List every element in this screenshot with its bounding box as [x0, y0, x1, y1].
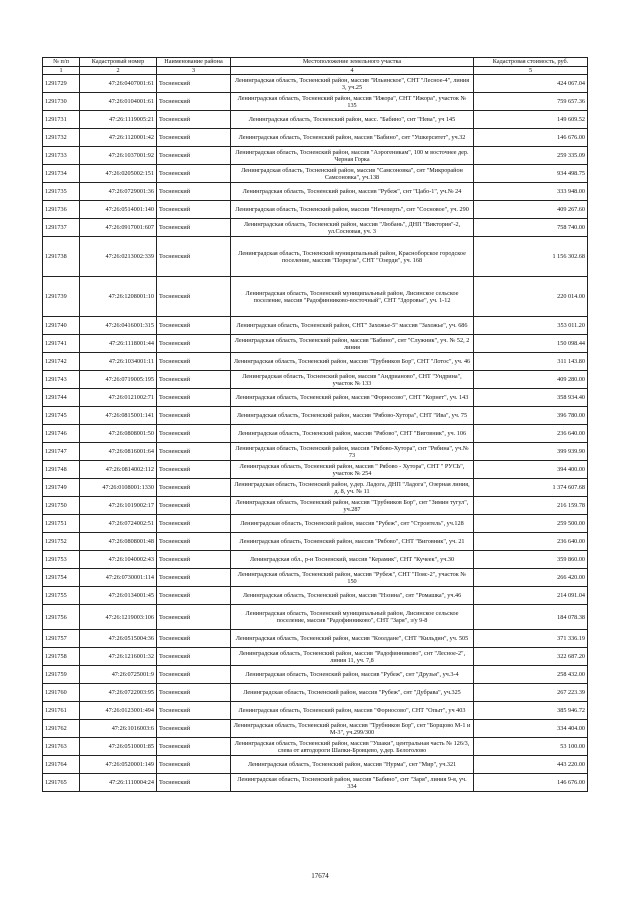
row-number: 1291765	[43, 774, 80, 792]
row-number: 1291764	[43, 756, 80, 774]
table-row	[43, 407, 588, 425]
table-body	[43, 75, 588, 792]
land-plot-location: Ленинградская область, Тосненский район, массив "Самсоновка", снт "Микрорайон Самсоновка", уч.138	[231, 165, 474, 183]
cadastral-value: 150 098.44	[474, 335, 588, 353]
cadastral-value: 258 432.00	[474, 666, 588, 684]
district-name: Тосненский	[157, 443, 231, 461]
header-location: Местоположение земельного участка	[231, 58, 474, 67]
table-row	[43, 389, 588, 407]
cadastral-value: 394 400.00	[474, 461, 588, 479]
cadastral-value: 385 946.72	[474, 702, 588, 720]
cadastral-value: 322 687.20	[474, 648, 588, 666]
district-name: Тосненский	[157, 551, 231, 569]
row-number: 1291754	[43, 569, 80, 587]
cadastral-number: 47:26:0520001:149	[80, 756, 157, 774]
row-number: 1291763	[43, 738, 80, 756]
table-row	[43, 738, 588, 756]
row-number: 1291737	[43, 219, 80, 237]
land-plot-location: Ленинградская область, Тосненский район, массив " Рябово - Хутора", СНТ " РУСЬ", участок № 254	[231, 461, 474, 479]
cadastral-number: 47:26:0134001:45	[80, 587, 157, 605]
district-name: Тосненский	[157, 702, 231, 720]
header-number: № п/п	[43, 58, 80, 67]
district-name: Тосненский	[157, 353, 231, 371]
cadastral-value: 358 934.40	[474, 389, 588, 407]
row-number: 1291762	[43, 720, 80, 738]
row-number: 1291731	[43, 111, 80, 129]
land-plot-location: Ленинградская область, Тосненский район, массив "Рубеж", снт "Строитель", уч.128	[231, 515, 474, 533]
row-number: 1291735	[43, 183, 80, 201]
land-plot-location: Ленинградская обл., р-н Тосненский, массив "Керамик", СНТ "Кучеек", уч.30	[231, 551, 474, 569]
district-name: Тосненский	[157, 425, 231, 443]
cadastral-number: 47:26:1019002:17	[80, 497, 157, 515]
cadastral-value: 220 014.00	[474, 277, 588, 317]
row-number: 1291732	[43, 129, 80, 147]
district-name: Тосненский	[157, 738, 231, 756]
district-name: Тосненский	[157, 684, 231, 702]
district-name: Тосненский	[157, 479, 231, 497]
cadastral-value: 934 498.75	[474, 165, 588, 183]
cadastral-value: 443 220.00	[474, 756, 588, 774]
cadastral-number: 47:26:1119005:21	[80, 111, 157, 129]
page-number: 17674	[311, 872, 329, 880]
district-name: Тосненский	[157, 111, 231, 129]
cadastral-value: 53 100.00	[474, 738, 588, 756]
land-plot-location: Ленинградская область, Тосненский муниципальный район, Лисинское сельское поселение, массив "Радофинниково", СНТ "Заря", з/у 9-8	[231, 605, 474, 630]
cadastral-value: 333 948.00	[474, 183, 588, 201]
land-plot-location: Ленинградская область, Тосненский район, массив "Рябово-Хутора", СНТ "Ива", уч. 75	[231, 407, 474, 425]
header-district: Наименование района	[157, 58, 231, 67]
row-number: 1291734	[43, 165, 80, 183]
cadastral-value: 399 939.90	[474, 443, 588, 461]
row-number: 1291751	[43, 515, 80, 533]
table-row	[43, 630, 588, 648]
table-row	[43, 684, 588, 702]
row-number: 1291744	[43, 389, 80, 407]
row-number: 1291761	[43, 702, 80, 720]
row-number: 1291755	[43, 587, 80, 605]
table-row	[43, 335, 588, 353]
land-plot-location: Ленинградская область, Тосненский район, массив "Ижора", СНТ "Ижора", участок № 135	[231, 93, 474, 111]
row-number: 1291730	[43, 93, 80, 111]
cadastral-number: 47:26:0814002:112	[80, 461, 157, 479]
district-name: Тосненский	[157, 630, 231, 648]
cadastral-number: 47:26:0510001:85	[80, 738, 157, 756]
cadastral-number: 47:26:0108001:1330	[80, 479, 157, 497]
cadastral-table-container	[42, 57, 587, 792]
land-plot-location: Ленинградская область, Тосненский район, массив "Нэзина", снт "Ромашка", уч.46	[231, 587, 474, 605]
table-row	[43, 93, 588, 111]
land-plot-location: Ленинградская область, Тосненский район, массив "Андрианово", СНТ "Ундрина", участок № 133	[231, 371, 474, 389]
cadastral-number: 47:26:0725001:9	[80, 666, 157, 684]
cadastral-number: 47:26:0722003:95	[80, 684, 157, 702]
cadastral-value: 396 780.00	[474, 407, 588, 425]
cadastral-value: 267 223.39	[474, 684, 588, 702]
district-name: Тосненский	[157, 497, 231, 515]
cadastral-number: 47:26:0724002:51	[80, 515, 157, 533]
cadastral-number: 47:26:0729001:36	[80, 183, 157, 201]
table-row	[43, 756, 588, 774]
cadastral-value: 236 640.00	[474, 425, 588, 443]
land-plot-location: Ленинградская область, Тосненский район, массив "Трубников Бор", снт "Борщово М-1 и М-3", уч.299/300	[231, 720, 474, 738]
cadastral-value: 146 676.00	[474, 129, 588, 147]
district-name: Тосненский	[157, 75, 231, 93]
district-name: Тосненский	[157, 533, 231, 551]
cadastral-number: 47:26:0407001:61	[80, 75, 157, 93]
cadastral-value: 334 404.00	[474, 720, 588, 738]
cadastral-value: 146 676.00	[474, 774, 588, 792]
land-plot-location: Ленинградская область, Тосненский район, массив "Рябово", СНТ "Виговник", уч. 106	[231, 425, 474, 443]
row-number: 1291757	[43, 630, 80, 648]
table-row	[43, 317, 588, 335]
district-name: Тосненский	[157, 371, 231, 389]
table-row	[43, 75, 588, 93]
column-number: 1	[43, 67, 80, 75]
district-name: Тосненский	[157, 93, 231, 111]
cadastral-number: 47:26:1016003:6	[80, 720, 157, 738]
table-row	[43, 165, 588, 183]
table-row	[43, 774, 588, 792]
table-row	[43, 720, 588, 738]
column-number: 5	[474, 67, 588, 75]
district-name: Тосненский	[157, 389, 231, 407]
land-plot-location: Ленинградская область, Тосненский район, массив "Радофинниково", снт "Лесное-2", линия 11, уч. 7,8	[231, 648, 474, 666]
district-name: Тосненский	[157, 605, 231, 630]
district-name: Тосненский	[157, 587, 231, 605]
district-name: Тосненский	[157, 461, 231, 479]
land-plot-location: Ленинградская область, Тосненский район, массив "Рябово-Хутора", снт "Рябина", уч.№ 73	[231, 443, 474, 461]
row-number: 1291742	[43, 353, 80, 371]
cadastral-value: 1 374 607.68	[474, 479, 588, 497]
land-plot-location: Ленинградская область, Тосненский район, масс. "Бабино", снт "Нева", уч 145	[231, 111, 474, 129]
district-name: Тосненский	[157, 648, 231, 666]
land-plot-location: Ленинградская область, Тосненский район, массив "Любань", ДНП "Виктория"-2, ул.Сосновая, уч. 3	[231, 219, 474, 237]
table-row	[43, 461, 588, 479]
cadastral-value: 259 335.09	[474, 147, 588, 165]
table-row	[43, 183, 588, 201]
cadastral-value: 424 067.04	[474, 75, 588, 93]
district-name: Тосненский	[157, 183, 231, 201]
land-plot-location: Ленинградская область, Тосненский район, массив "Трубников Бор", снт "Зимин тугул", уч.287	[231, 497, 474, 515]
cadastral-number: 47:26:1120001:42	[80, 129, 157, 147]
cadastral-number: 47:26:1034001:11	[80, 353, 157, 371]
cadastral-value: 311 143.80	[474, 353, 588, 371]
table-row	[43, 129, 588, 147]
land-plot-location: Ленинградская область, Тосненский район, СНТ" Захожье-5" массив "Захожье", уч. 686	[231, 317, 474, 335]
land-plot-location: Ленинградская область, Тосненский район, массив "Ильинское", СНТ "Лесное-4", линия 3, уч.25	[231, 75, 474, 93]
district-name: Тосненский	[157, 774, 231, 792]
land-plot-location: Ленинградская область, Тосненский район, массив "Нурма", снт "Мир", уч.321	[231, 756, 474, 774]
district-name: Тосненский	[157, 201, 231, 219]
row-number: 1291739	[43, 277, 80, 317]
table-row	[43, 353, 588, 371]
cadastral-number: 47:26:1037001:92	[80, 147, 157, 165]
table-row	[43, 371, 588, 389]
cadastral-number: 47:26:1110004:24	[80, 774, 157, 792]
table-row	[43, 666, 588, 684]
cadastral-number: 47:26:0416001:315	[80, 317, 157, 335]
district-name: Тосненский	[157, 237, 231, 277]
land-plot-location: Ленинградская область, Тосненский район, массив "Бабино", снт "Заря", линия 9-я, уч. 334	[231, 774, 474, 792]
row-number: 1291760	[43, 684, 80, 702]
district-name: Тосненский	[157, 569, 231, 587]
row-number: 1291746	[43, 425, 80, 443]
table-row	[43, 111, 588, 129]
land-plot-location: Ленинградская область, Тосненский район, массив "Нечеперть", снт "Сосновое", уч. 290	[231, 201, 474, 219]
cadastral-number: 47:26:0104001:61	[80, 93, 157, 111]
cadastral-number: 47:26:0121002:71	[80, 389, 157, 407]
cadastral-number: 47:26:1118001:44	[80, 335, 157, 353]
header-row	[43, 58, 588, 67]
column-number-row	[43, 67, 588, 75]
cadastral-number: 47:26:0123001:494	[80, 702, 157, 720]
cadastral-number: 47:26:0213002:339	[80, 237, 157, 277]
cadastral-value: 359 860.00	[474, 551, 588, 569]
cadastral-value: 214 091.04	[474, 587, 588, 605]
row-number: 1291738	[43, 237, 80, 277]
column-number: 3	[157, 67, 231, 75]
row-number: 1291740	[43, 317, 80, 335]
table-row	[43, 147, 588, 165]
table-row	[43, 515, 588, 533]
cadastral-number: 47:26:0205002:151	[80, 165, 157, 183]
cadastral-value: 353 011.20	[474, 317, 588, 335]
row-number: 1291752	[43, 533, 80, 551]
cadastral-value: 184 078.38	[474, 605, 588, 630]
cadastral-number: 47:26:0808001:50	[80, 425, 157, 443]
district-name: Тосненский	[157, 219, 231, 237]
cadastral-number: 47:26:0808001:48	[80, 533, 157, 551]
land-plot-location: Ленинградская область, Тосненский район, у.дер. Ладога, ДНП "Ладога", Озерная линия, д. 8, уч. № 11	[231, 479, 474, 497]
row-number: 1291749	[43, 479, 80, 497]
cadastral-number: 47:26:0730001:114	[80, 569, 157, 587]
table-row	[43, 702, 588, 720]
land-plot-location: Ленинградская область, Тосненский район, массив "Форносово", СНТ "Опыт", уч 403	[231, 702, 474, 720]
land-plot-location: Ленинградская область, Тосненский район, массив "Рубеж", СНТ "Пояс-2", участок № 150	[231, 569, 474, 587]
table-row	[43, 605, 588, 630]
cadastral-number: 47:26:0917001:607	[80, 219, 157, 237]
district-name: Тосненский	[157, 756, 231, 774]
cadastral-number: 47:26:0515004:36	[80, 630, 157, 648]
cadastral-number: 47:26:0816001:64	[80, 443, 157, 461]
cadastral-number: 47:26:1216001:32	[80, 648, 157, 666]
land-plot-location: Ленинградская область, Тосненский район, массив "Коолдане", СНТ "Кильдин", уч. 505	[231, 630, 474, 648]
cadastral-value: 371 336.19	[474, 630, 588, 648]
row-number: 1291750	[43, 497, 80, 515]
row-number: 1291756	[43, 605, 80, 630]
land-plot-location: Ленинградская область, Тосненский район, массив "Бабино", снт "Служник", уч. № 52, 2 линия	[231, 335, 474, 353]
cadastral-value: 409 280.00	[474, 371, 588, 389]
table-row	[43, 551, 588, 569]
cadastral-number: 47:26:0815001:141	[80, 407, 157, 425]
land-plot-location: Ленинградская область, Тосненский район, массив "Рубеж", снт "Дубрава", уч.325	[231, 684, 474, 702]
cadastral-number: 47:26:0719005:195	[80, 371, 157, 389]
table-row	[43, 533, 588, 551]
table-row	[43, 497, 588, 515]
cadastral-value: 266 420.00	[474, 569, 588, 587]
cadastral-value: 758 740.00	[474, 219, 588, 237]
land-plot-location: Ленинградская область, Тосненский район, массив "Трубников Бор", СНТ "Лотос", уч. 46	[231, 353, 474, 371]
cadastral-number: 47:26:0514001:140	[80, 201, 157, 219]
row-number: 1291748	[43, 461, 80, 479]
cadastral-value-table	[42, 57, 588, 792]
district-name: Тосненский	[157, 129, 231, 147]
district-name: Тосненский	[157, 407, 231, 425]
district-name: Тосненский	[157, 165, 231, 183]
cadastral-number: 47:26:1040002:43	[80, 551, 157, 569]
row-number: 1291753	[43, 551, 80, 569]
row-number: 1291759	[43, 666, 80, 684]
land-plot-location: Ленинградская область, Тосненский район, массив "Рябово", СНТ "Виговник", уч. 21	[231, 533, 474, 551]
row-number: 1291729	[43, 75, 80, 93]
row-number: 1291758	[43, 648, 80, 666]
table-row	[43, 648, 588, 666]
table-row	[43, 443, 588, 461]
table-row	[43, 201, 588, 219]
district-name: Тосненский	[157, 335, 231, 353]
cadastral-number: 47:26:1219003:106	[80, 605, 157, 630]
district-name: Тосненский	[157, 277, 231, 317]
land-plot-location: Ленинградская область, Тосненский район, массив "Бабино", снт "Ушкерситет", уч.32	[231, 129, 474, 147]
land-plot-location: Ленинградская область, Тосненский район, массив "Форносово", СНТ "Корнет", уч. 143	[231, 389, 474, 407]
cadastral-value: 216 159.78	[474, 497, 588, 515]
land-plot-location: Ленинградская область, Тосненский муниципальный район, Лисинское сельское поселение, массив "Радофинниково-восточный", СНТ "Здоровье", уч. 1-12	[231, 277, 474, 317]
table-row	[43, 237, 588, 277]
district-name: Тосненский	[157, 147, 231, 165]
row-number: 1291733	[43, 147, 80, 165]
row-number: 1291736	[43, 201, 80, 219]
table-row	[43, 587, 588, 605]
table-row	[43, 569, 588, 587]
row-number: 1291747	[43, 443, 80, 461]
cadastral-value: 259 500.00	[474, 515, 588, 533]
header-value: Кадастровая стоимость, руб.	[474, 58, 588, 67]
cadastral-value: 149 609.52	[474, 111, 588, 129]
cadastral-value: 759 657.36	[474, 93, 588, 111]
cadastral-value: 409 267.60	[474, 201, 588, 219]
header-cadastral-number: Кадастровый номер	[80, 58, 157, 67]
district-name: Тосненский	[157, 317, 231, 335]
row-number: 1291743	[43, 371, 80, 389]
column-number: 2	[80, 67, 157, 75]
table-row	[43, 479, 588, 497]
land-plot-location: Ленинградская область, Тосненский район, массив "Рубеж", снт "Цабо-1", уч.№ 24	[231, 183, 474, 201]
table-row	[43, 425, 588, 443]
district-name: Тосненский	[157, 515, 231, 533]
land-plot-location: Ленинградская область, Тосненский район, массив "Рубеж", снт "Друзья", уч.3-4	[231, 666, 474, 684]
cadastral-number: 47:26:1208001:10	[80, 277, 157, 317]
cadastral-value: 1 156 302.68	[474, 237, 588, 277]
land-plot-location: Ленинградская область, Тосненский муниципальный район, Красноборское городское поселение, массив "Поркуза", СНТ "Озерди", уч. 168	[231, 237, 474, 277]
row-number: 1291741	[43, 335, 80, 353]
table-row	[43, 277, 588, 317]
land-plot-location: Ленинградская область, Тосненский район, массив "Ушаки", центральная часть № 126/3, слева от автодороги Шапки-Бровцево, у.дер. Белоголово	[231, 738, 474, 756]
column-number: 4	[231, 67, 474, 75]
table-row	[43, 219, 588, 237]
district-name: Тосненский	[157, 720, 231, 738]
row-number: 1291745	[43, 407, 80, 425]
district-name: Тосненский	[157, 666, 231, 684]
land-plot-location: Ленинградская область, Тосненский район, массив "Аэрогеникам", 100 м восточнее дер. Черная Горка	[231, 147, 474, 165]
cadastral-value: 236 640.00	[474, 533, 588, 551]
